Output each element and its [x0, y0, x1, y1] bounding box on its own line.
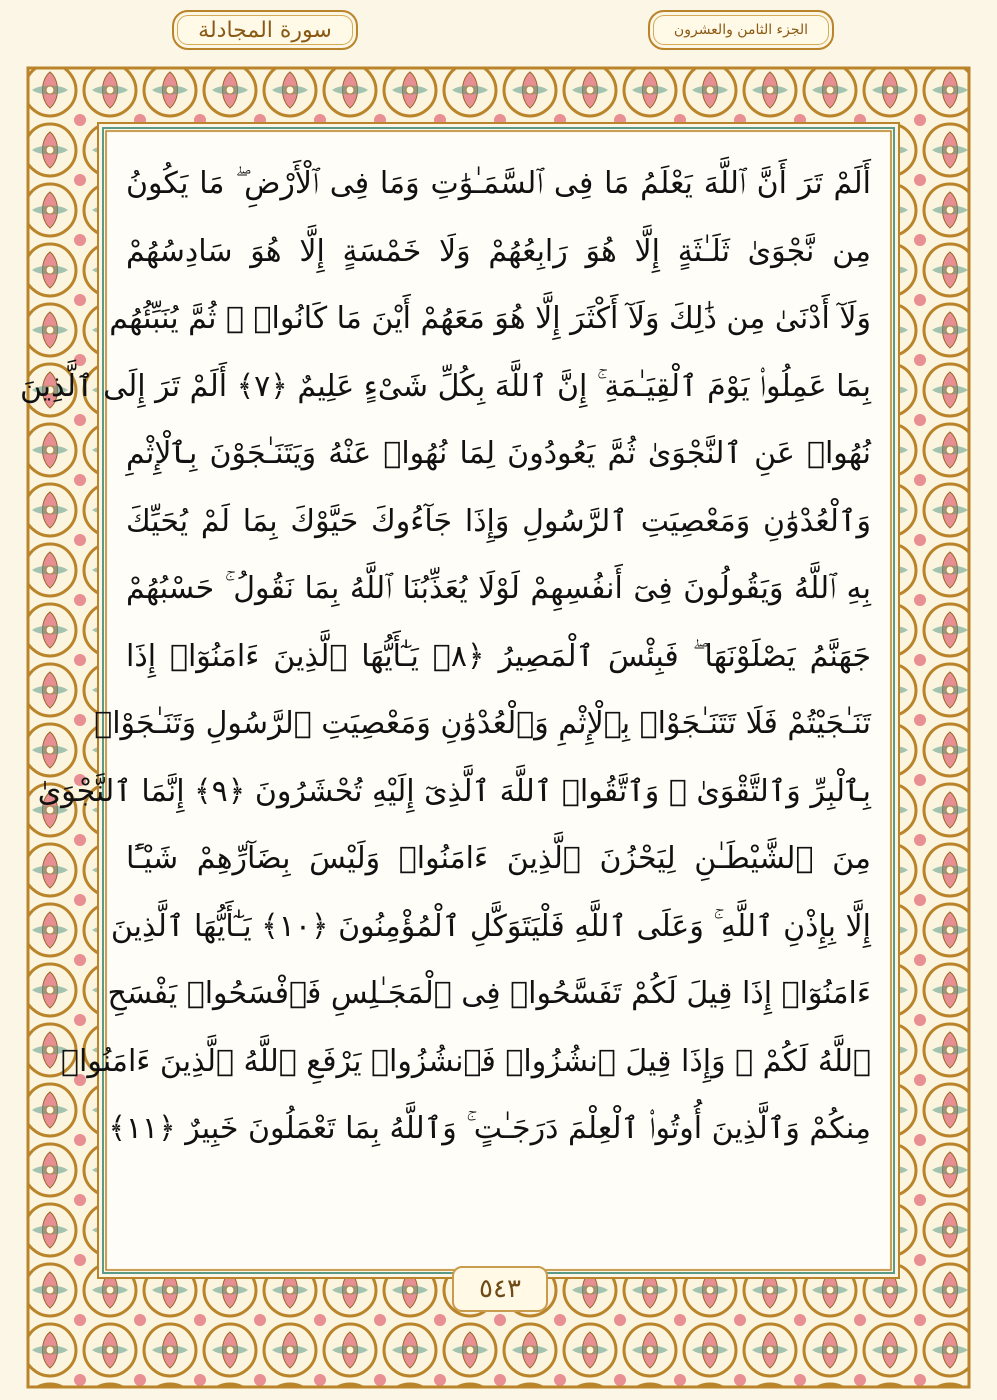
verse-line: بِمَا عَمِلُوا۟ يَوْمَ ٱلْقِيَـٰمَةِ ۚ إِنَّ ٱللَّهَ بِكُلِّ شَىْءٍ عَلِيمٌ ﴿٧﴾ أَلَمْ تَرَ إِلَى ٱلَّذِينَ — [19, 368, 871, 404]
verse-line: مِنَ ٱلشَّيْطَـٰنِ لِيَحْزُنَ ٱلَّذِينَ ءَامَنُوا۟ وَلَيْسَ بِضَآرِّهِمْ شَيْـًٔا — [126, 841, 871, 876]
verse-line: بِهِ ٱللَّهُ وَيَقُولُونَ فِىٓ أَنفُسِهِمْ لَوْلَا يُعَذِّبُنَا ٱللَّهُ بِمَا نَقُولُ ۚ حَسْبُهُمْ — [126, 571, 871, 606]
surah-name-label — [172, 10, 358, 50]
verse-line: وَلَآ أَدْنَىٰ مِن ذَٰلِكَ وَلَآ أَكْثَرَ إِلَّا هُوَ مَعَهُمْ أَيْنَ مَا كَانُوا۟ ۖ ثُمَّ يُنَبِّئُهُم — [109, 301, 871, 336]
page-number — [452, 1266, 548, 1312]
verse-line: بِٱلْبِرِّ وَٱلتَّقْوَىٰ ۖ وَٱتَّقُوا۟ ٱللَّهَ ٱلَّذِىٓ إِلَيْهِ تُحْشَرُونَ ﴿٩﴾ إِنَّمَا ٱلنَّجْوَىٰ — [37, 773, 871, 809]
verse-line: أَلَمْ تَرَ أَنَّ ٱللَّهَ يَعْلَمُ مَا فِى ٱلسَّمَـٰوَٰتِ وَمَا فِى ٱلْأَرْضِ ۖ مَا يَكُونُ — [126, 166, 871, 201]
verse-line: مِنكُمْ وَٱلَّذِينَ أُوتُوا۟ ٱلْعِلْمَ دَرَجَـٰتٍ ۚ وَٱللَّهُ بِمَا تَعْمَلُونَ خَبِيرٌ ﴿١١﴾ — [108, 1111, 871, 1146]
verse-line: تَنَـٰجَيْتُمْ فَلَا تَتَنَـٰجَوْا۟ بِٱلْإِثْمِ وَٱلْعُدْوَٰنِ وَمَعْصِيَتِ ٱلرَّسُولِ وَتَنَـٰجَوْا۟ — [94, 706, 871, 741]
juz-name-label — [648, 10, 834, 50]
verse-text-block — [19, 150, 871, 1163]
verse-line: مِن نَّجْوَىٰ ثَلَـٰثَةٍ إِلَّا هُوَ رَابِعُهُمْ وَلَا خَمْسَةٍ إِلَّا هُوَ سَادِسُهُمْ — [126, 233, 871, 269]
verse-line: جَهَنَّمُ يَصْلَوْنَهَا ۖ فَبِئْسَ ٱلْمَصِيرُ ﴿٨﴾ يَـٰٓأَيُّهَا ٱلَّذِينَ ءَامَنُوٓا۟ إِذَا — [126, 638, 871, 674]
verse-line: ءَامَنُوٓا۟ إِذَا قِيلَ لَكُمْ تَفَسَّحُوا۟ فِى ٱلْمَجَـٰلِسِ فَٱفْسَحُوا۟ يَفْسَحِ — [107, 976, 871, 1011]
surah-name-text: سورة المجادلة — [198, 17, 332, 43]
verse-line: نُهُوا۟ عَنِ ٱلنَّجْوَىٰ ثُمَّ يَعُودُونَ لِمَا نُهُوا۟ عَنْهُ وَيَتَنَـٰجَوْنَ بِٱلْإِثْمِ — [126, 436, 871, 471]
juz-name-text: الجزء الثامن والعشرون — [673, 22, 809, 38]
verse-line: ٱللَّهُ لَكُمْ ۖ وَإِذَا قِيلَ ٱنشُزُوا۟ فَٱنشُزُوا۟ يَرْفَعِ ٱللَّهُ ٱلَّذِينَ ءَامَنُوا۟ — [61, 1043, 871, 1079]
verse-line: إِلَّا بِإِذْنِ ٱللَّهِ ۚ وَعَلَى ٱللَّهِ فَلْيَتَوَكَّلِ ٱلْمُؤْمِنُونَ ﴿١٠﴾ يَـٰٓأَيُّهَا ٱلَّذِينَ — [110, 908, 871, 944]
verse-line: وَٱلْعُدْوَٰنِ وَمَعْصِيَتِ ٱلرَّسُولِ وَإِذَا جَآءُوكَ حَيَّوْكَ بِمَا لَمْ يُحَيِّكَ — [126, 503, 871, 539]
page-number-text: ٥٤٣ — [479, 1274, 521, 1304]
